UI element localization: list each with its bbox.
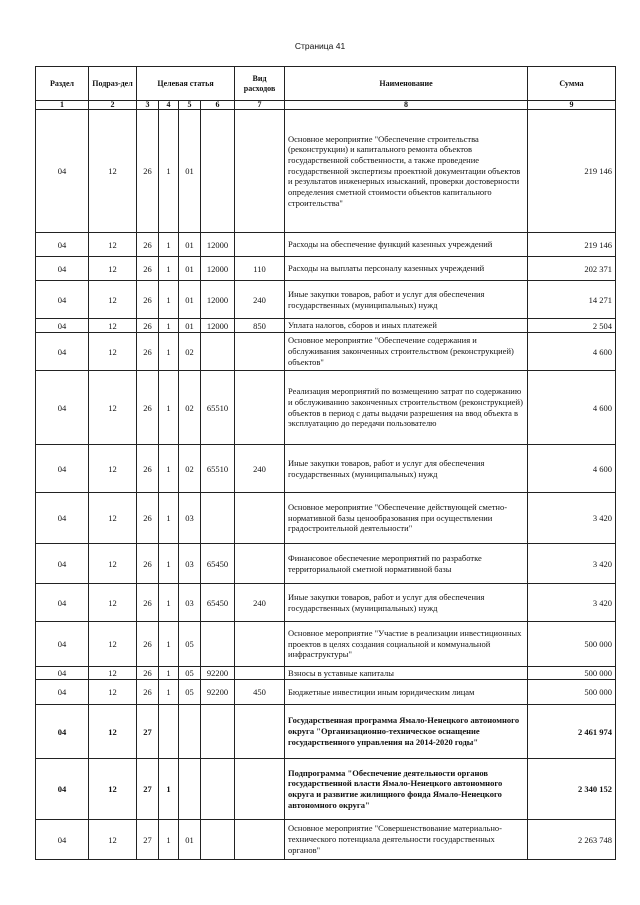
cell-program: 26 [137, 319, 159, 333]
cell-direction [201, 705, 235, 759]
cell-program: 27 [137, 705, 159, 759]
cell-direction: 65510 [201, 445, 235, 493]
page-number: Страница 41 [294, 41, 346, 51]
cell-event: 05 [179, 680, 201, 705]
cell-razdel: 04 [36, 759, 89, 820]
cell-subprogram [159, 705, 179, 759]
cell-direction: 12000 [201, 281, 235, 319]
cell-razdel: 04 [36, 445, 89, 493]
cell-podrazdel: 12 [89, 667, 137, 680]
cell-sum: 3 420 [528, 493, 616, 544]
cell-program: 26 [137, 110, 159, 233]
column-number: 2 [89, 101, 137, 110]
cell-event: 02 [179, 333, 201, 371]
cell-sum: 500 000 [528, 667, 616, 680]
cell-event [179, 705, 201, 759]
cell-sum: 219 146 [528, 233, 616, 257]
cell-vid: 240 [235, 281, 285, 319]
cell-name: Основное мероприятие "Обеспечение строительства (реконструкции) и капитального ремонта объектов государственной собственности, а также проведение государственной экспертизы проектной документации объектов и результатов инженерных изысканий, проверки достоверности определения сметной стоимости объектов капитального строительства" [285, 110, 528, 233]
cell-vid [235, 820, 285, 860]
cell-sum: 4 600 [528, 371, 616, 445]
cell-razdel: 04 [36, 493, 89, 544]
cell-subprogram: 1 [159, 493, 179, 544]
cell-sum: 219 146 [528, 110, 616, 233]
cell-sum: 500 000 [528, 622, 616, 667]
cell-vid [235, 333, 285, 371]
cell-vid: 850 [235, 319, 285, 333]
cell-name: Расходы на обеспечение функций казенных учреждений [285, 233, 528, 257]
cell-razdel: 04 [36, 257, 89, 281]
cell-podrazdel: 12 [89, 622, 137, 667]
table-row [36, 233, 616, 257]
column-number: 8 [285, 101, 528, 110]
cell-razdel: 04 [36, 622, 89, 667]
cell-name: Государственная программа Ямало-Ненецкого автономного округа "Организационно-техническое оснащение государственного управления на 2014-2020 годы" [285, 705, 528, 759]
table-row [36, 584, 616, 622]
cell-name: Основное мероприятие "Участие в реализации инвестиционных проектов в целях создания социальной и коммунальной инфраструктуры" [285, 622, 528, 667]
cell-subprogram: 1 [159, 371, 179, 445]
cell-event: 01 [179, 319, 201, 333]
cell-name: Основное мероприятие "Совершенствование материально-технического потенциала деятельности государственных органов" [285, 820, 528, 860]
cell-program: 26 [137, 445, 159, 493]
cell-program: 26 [137, 281, 159, 319]
cell-razdel: 04 [36, 333, 89, 371]
cell-sum: 2 263 748 [528, 820, 616, 860]
column-number: 1 [36, 101, 89, 110]
header-vid-raskhodov: Вид расходов [235, 67, 285, 101]
cell-subprogram: 1 [159, 110, 179, 233]
column-number: 4 [159, 101, 179, 110]
cell-event: 05 [179, 667, 201, 680]
cell-name: Основное мероприятие "Обеспечение содержания и обслуживания законченных строительством (реконструкцией) объектов" [285, 333, 528, 371]
cell-sum: 4 600 [528, 333, 616, 371]
cell-direction [201, 622, 235, 667]
column-number: 3 [137, 101, 159, 110]
cell-event: 03 [179, 493, 201, 544]
cell-program: 26 [137, 667, 159, 680]
table-row [36, 667, 616, 680]
header-tselevaya-statya: Целевая статья [137, 67, 235, 101]
cell-razdel: 04 [36, 233, 89, 257]
cell-event: 02 [179, 445, 201, 493]
cell-podrazdel: 12 [89, 233, 137, 257]
cell-program: 26 [137, 680, 159, 705]
cell-subprogram: 1 [159, 544, 179, 584]
cell-event: 01 [179, 281, 201, 319]
cell-podrazdel: 12 [89, 257, 137, 281]
cell-program: 26 [137, 622, 159, 667]
cell-podrazdel: 12 [89, 371, 137, 445]
cell-sum: 500 000 [528, 680, 616, 705]
cell-direction: 12000 [201, 257, 235, 281]
header-razdel: Раздел [36, 67, 89, 101]
cell-vid [235, 110, 285, 233]
cell-subprogram: 1 [159, 281, 179, 319]
cell-event: 03 [179, 584, 201, 622]
table-row [36, 820, 616, 860]
column-number: 9 [528, 101, 616, 110]
cell-subprogram: 1 [159, 820, 179, 860]
cell-vid [235, 544, 285, 584]
table-row [36, 544, 616, 584]
cell-podrazdel: 12 [89, 759, 137, 820]
cell-subprogram: 1 [159, 445, 179, 493]
cell-subprogram: 1 [159, 622, 179, 667]
cell-name: Уплата налогов, сборов и иных платежей [285, 319, 528, 333]
cell-direction [201, 493, 235, 544]
cell-vid: 240 [235, 584, 285, 622]
header-summa: Сумма [528, 67, 616, 101]
column-number: 5 [179, 101, 201, 110]
cell-subprogram: 1 [159, 584, 179, 622]
cell-direction [201, 820, 235, 860]
cell-program: 27 [137, 820, 159, 860]
table-row [36, 281, 616, 319]
cell-name: Подпрограмма "Обеспечение деятельности органов государственной власти Ямало-Ненецкого автономного округа и развитие жилищного фонда Ямало-Ненецкого автономного округа" [285, 759, 528, 820]
cell-sum: 3 420 [528, 544, 616, 584]
column-number: 6 [201, 101, 235, 110]
cell-event: 01 [179, 257, 201, 281]
cell-subprogram: 1 [159, 759, 179, 820]
cell-podrazdel: 12 [89, 820, 137, 860]
cell-podrazdel: 12 [89, 680, 137, 705]
cell-sum: 4 600 [528, 445, 616, 493]
table-row [36, 445, 616, 493]
cell-vid [235, 371, 285, 445]
cell-razdel: 04 [36, 371, 89, 445]
cell-vid [235, 667, 285, 680]
cell-event: 05 [179, 622, 201, 667]
cell-sum: 2 461 974 [528, 705, 616, 759]
header-podrazdel: Подраз-дел [89, 67, 137, 101]
cell-subprogram: 1 [159, 233, 179, 257]
cell-podrazdel: 12 [89, 493, 137, 544]
cell-sum: 2 340 152 [528, 759, 616, 820]
cell-name: Реализация мероприятий по возмещению затрат по содержанию и обслуживанию законченных строительством (реконструкцией) объектов в период с даты выдачи разрешения на ввод объекта в эксплуатацию до передачи пользователю [285, 371, 528, 445]
cell-razdel: 04 [36, 281, 89, 319]
cell-name: Взносы в уставные капиталы [285, 667, 528, 680]
cell-direction [201, 110, 235, 233]
cell-direction [201, 759, 235, 820]
cell-subprogram: 1 [159, 667, 179, 680]
cell-direction: 65450 [201, 544, 235, 584]
cell-program: 26 [137, 257, 159, 281]
cell-program: 26 [137, 493, 159, 544]
cell-program: 26 [137, 371, 159, 445]
table-row [36, 622, 616, 667]
cell-name: Иные закупки товаров, работ и услуг для обеспечения государственных (муниципальных) нужд [285, 445, 528, 493]
table-row [36, 371, 616, 445]
table-row [36, 680, 616, 705]
cell-name: Иные закупки товаров, работ и услуг для обеспечения государственных (муниципальных) нужд [285, 281, 528, 319]
cell-razdel: 04 [36, 820, 89, 860]
cell-program: 26 [137, 584, 159, 622]
cell-podrazdel: 12 [89, 705, 137, 759]
cell-podrazdel: 12 [89, 110, 137, 233]
cell-razdel: 04 [36, 319, 89, 333]
cell-event: 01 [179, 820, 201, 860]
cell-vid: 450 [235, 680, 285, 705]
column-number-row [36, 101, 616, 110]
table-row [36, 333, 616, 371]
cell-podrazdel: 12 [89, 584, 137, 622]
cell-subprogram: 1 [159, 680, 179, 705]
cell-sum: 3 420 [528, 584, 616, 622]
cell-direction: 12000 [201, 319, 235, 333]
cell-razdel: 04 [36, 680, 89, 705]
cell-direction: 92200 [201, 667, 235, 680]
cell-event: 02 [179, 371, 201, 445]
table-row [36, 493, 616, 544]
cell-podrazdel: 12 [89, 333, 137, 371]
cell-vid [235, 705, 285, 759]
cell-razdel: 04 [36, 584, 89, 622]
cell-event [179, 759, 201, 820]
cell-razdel: 04 [36, 544, 89, 584]
cell-program: 26 [137, 544, 159, 584]
table-row [36, 257, 616, 281]
cell-razdel: 04 [36, 667, 89, 680]
cell-podrazdel: 12 [89, 319, 137, 333]
table-row [36, 759, 616, 820]
cell-program: 27 [137, 759, 159, 820]
cell-name: Расходы на выплаты персоналу казенных учреждений [285, 257, 528, 281]
table-row [36, 110, 616, 233]
cell-vid: 240 [235, 445, 285, 493]
cell-razdel: 04 [36, 110, 89, 233]
table-row [36, 705, 616, 759]
cell-program: 26 [137, 233, 159, 257]
cell-subprogram: 1 [159, 319, 179, 333]
cell-direction: 92200 [201, 680, 235, 705]
cell-sum: 14 271 [528, 281, 616, 319]
cell-direction: 12000 [201, 233, 235, 257]
cell-program: 26 [137, 333, 159, 371]
cell-name: Иные закупки товаров, работ и услуг для обеспечения государственных (муниципальных) нужд [285, 584, 528, 622]
cell-direction: 65510 [201, 371, 235, 445]
cell-vid: 110 [235, 257, 285, 281]
cell-direction [201, 333, 235, 371]
cell-sum: 202 371 [528, 257, 616, 281]
cell-podrazdel: 12 [89, 445, 137, 493]
cell-name: Основное мероприятие "Обеспечение действующей сметно-нормативной базы ценообразования при осуществлении градостроительной деятельности" [285, 493, 528, 544]
cell-vid [235, 233, 285, 257]
cell-name: Бюджетные инвестиции иным юридическим лицам [285, 680, 528, 705]
cell-direction: 65450 [201, 584, 235, 622]
cell-name: Финансовое обеспечение мероприятий по разработке территориальной сметной нормативной базы [285, 544, 528, 584]
cell-vid [235, 622, 285, 667]
table-row [36, 319, 616, 333]
cell-event: 03 [179, 544, 201, 584]
cell-podrazdel: 12 [89, 281, 137, 319]
cell-subprogram: 1 [159, 257, 179, 281]
cell-subprogram: 1 [159, 333, 179, 371]
cell-razdel: 04 [36, 705, 89, 759]
column-number: 7 [235, 101, 285, 110]
cell-event: 01 [179, 110, 201, 233]
cell-podrazdel: 12 [89, 544, 137, 584]
cell-sum: 2 504 [528, 319, 616, 333]
cell-event: 01 [179, 233, 201, 257]
header-naimenovanie: Наименование [285, 67, 528, 101]
cell-vid [235, 493, 285, 544]
cell-vid [235, 759, 285, 820]
budget-table [35, 66, 616, 860]
